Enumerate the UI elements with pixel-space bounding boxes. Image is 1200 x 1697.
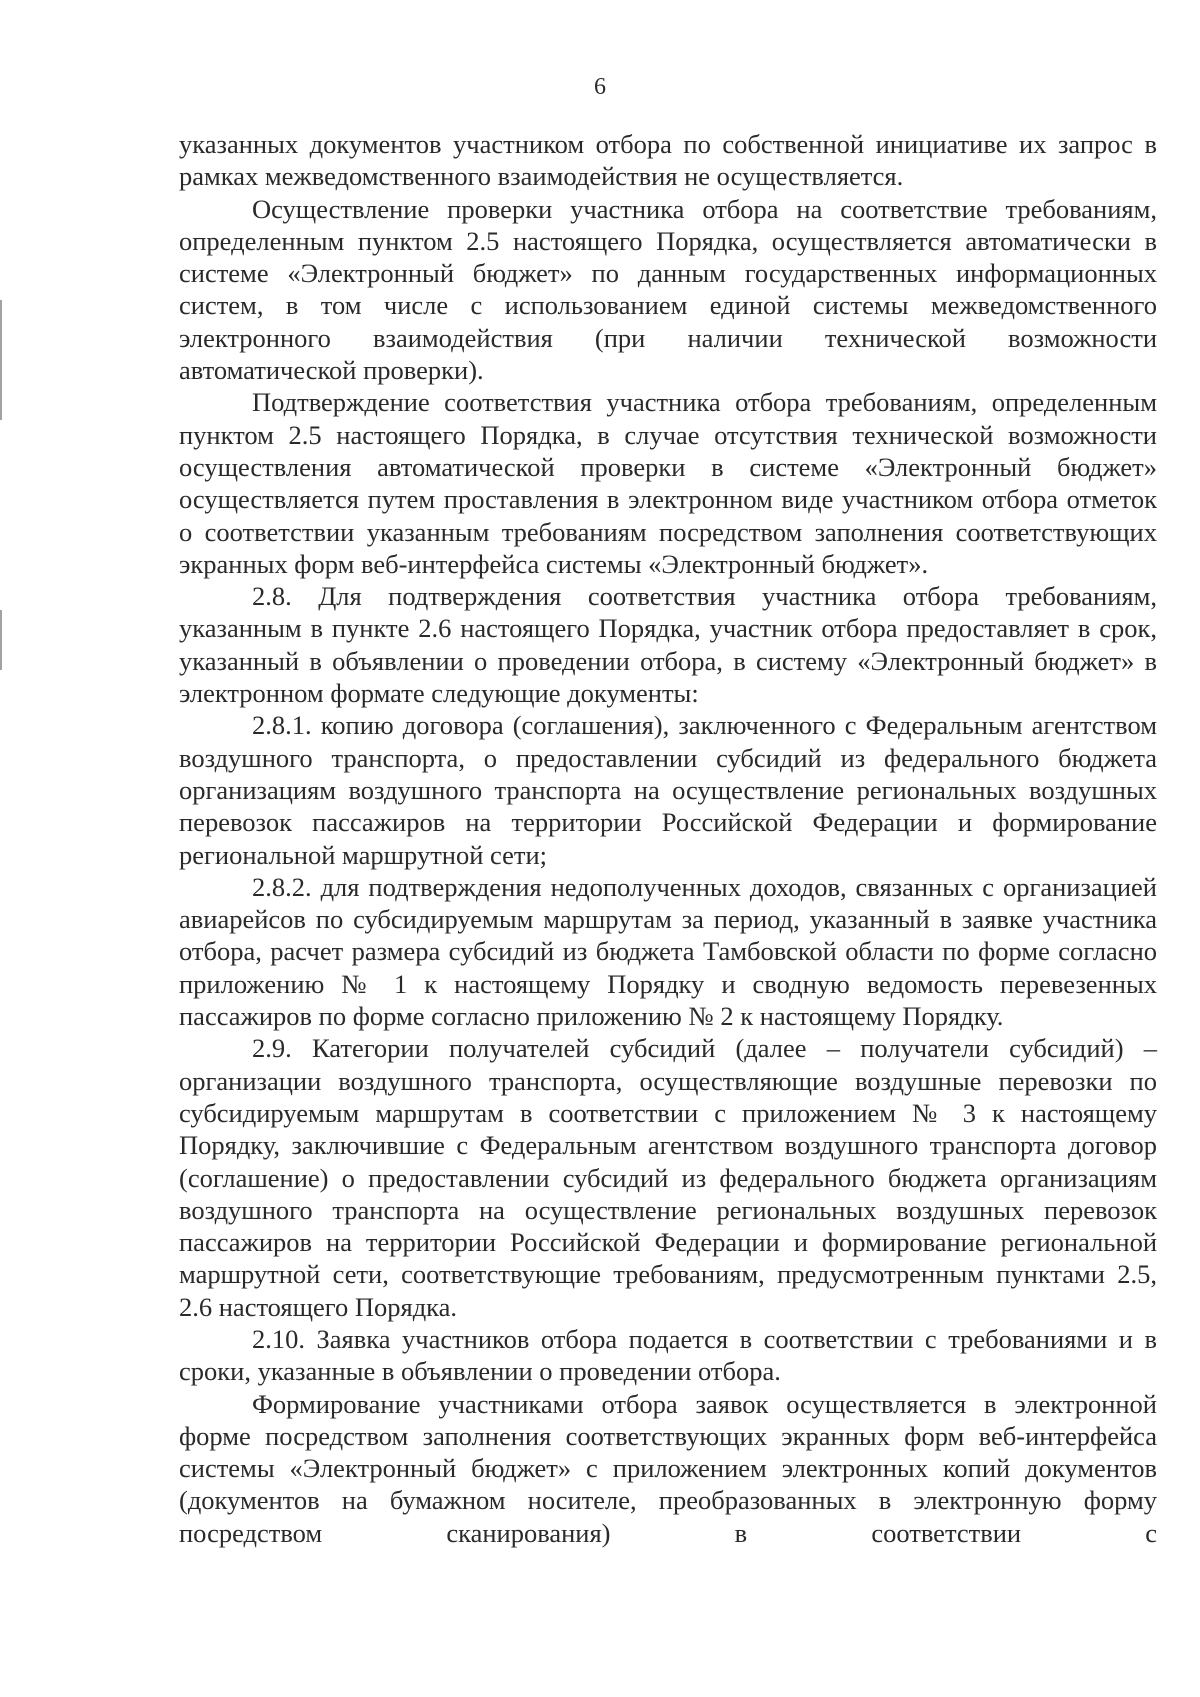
scan-edge-mark [0, 610, 2, 670]
paragraph: Осуществление проверки участника отбора на соответствие требованиям, определенным пунктом 2.5 настоящего Порядка, осуществляется автоматически в системе «Электронный бюджет» по данным государственных информационных систем, в том числе с использованием единой системы межведомственного электронного взаимодействия (при наличии технической возможности автоматической проверки). [179, 193, 1157, 386]
page-number: 6 [594, 74, 606, 100]
paragraph: Формирование участниками отбора заявок осуществляется в электронной форме посредством заполнения соответствующих экранных форм веб-интерфейса системы «Электронный бюджет» с приложением электронных копий документов (документов на бумажном носителе, преобразованных в электронную форму посредством сканирования) в соответствии с [179, 1388, 1157, 1548]
paragraph: 2.10. Заявка участников отбора подается в соответствии с требованиями и в сроки, указанные в объявлении о проведении отбора. [179, 1323, 1157, 1387]
paragraph: Подтверждение соответствия участника отбора требованиям, определенным пунктом 2.5 настоящего Порядка, в случае отсутствия технической возможности осуществления автоматической проверки в системе «Электронный бюджет» осуществляется путем проставления в электронном виде участником отбора отметок о соответствии указанным требованиям посредством заполнения соответствующих экранных форм веб-интерфейса системы «Электронный бюджет». [179, 387, 1157, 579]
paragraph: 2.8. Для подтверждения соответствия участника отбора требованиям, указанным в пункте 2.6 настоящего Порядка, участник отбора предоставляет в срок, указанный в объявлении о проведении отбора, в систему «Электронный бюджет» в электронном формате следующие документы: [179, 581, 1157, 709]
paragraph: 2.8.1. копию договора (соглашения), заключенного с Федеральным агентством воздушного транспорта, о предоставлении субсидий из федерального бюджета организациям воздушного транспорта на осуществление региональных воздушных перевозок пассажиров на территории Российской Федерации и формирование региональной маршрутной сети; [179, 710, 1157, 870]
paragraph: указанных документов участником отбора по собственной инициативе их запрос в рамках межведомственного взаимодействия не осуществляется. [179, 129, 1157, 192]
paragraph: 2.8.2. для подтверждения недополученных доходов, связанных с организацией авиарейсов по субсидируемым маршрутам за период, указанный в заявке участника отбора, расчет размера субсидий из бюджета Тамбовской области по форме согласно приложению № 1 к настоящему Порядку и сводную ведомость перевезенных пассажиров по форме согласно приложению № 2 к настоящему Порядку. [179, 871, 1157, 1032]
paragraph: 2.9. Категории получателей субсидий (далее – получатели субсидий) – организации воздушного транспорта, осуществляющие воздушные перевозки по субсидируемым маршрутам в соответствии с приложением № 3 к настоящему Порядку, заключившие с Федеральным агентством воздушного транспорта договор (соглашение) о предоставлении субсидий из федерального бюджета организациям воздушного транспорта на осуществление региональных воздушных перевозок пассажиров на территории Российской Федерации и формирование региональной маршрутной сети, соответствующие требованиям, предусмотренным пунктами 2.5, 2.6 настоящего Порядка. [179, 1033, 1157, 1322]
scan-edge-mark [0, 300, 2, 420]
document-body [179, 128, 1157, 1549]
